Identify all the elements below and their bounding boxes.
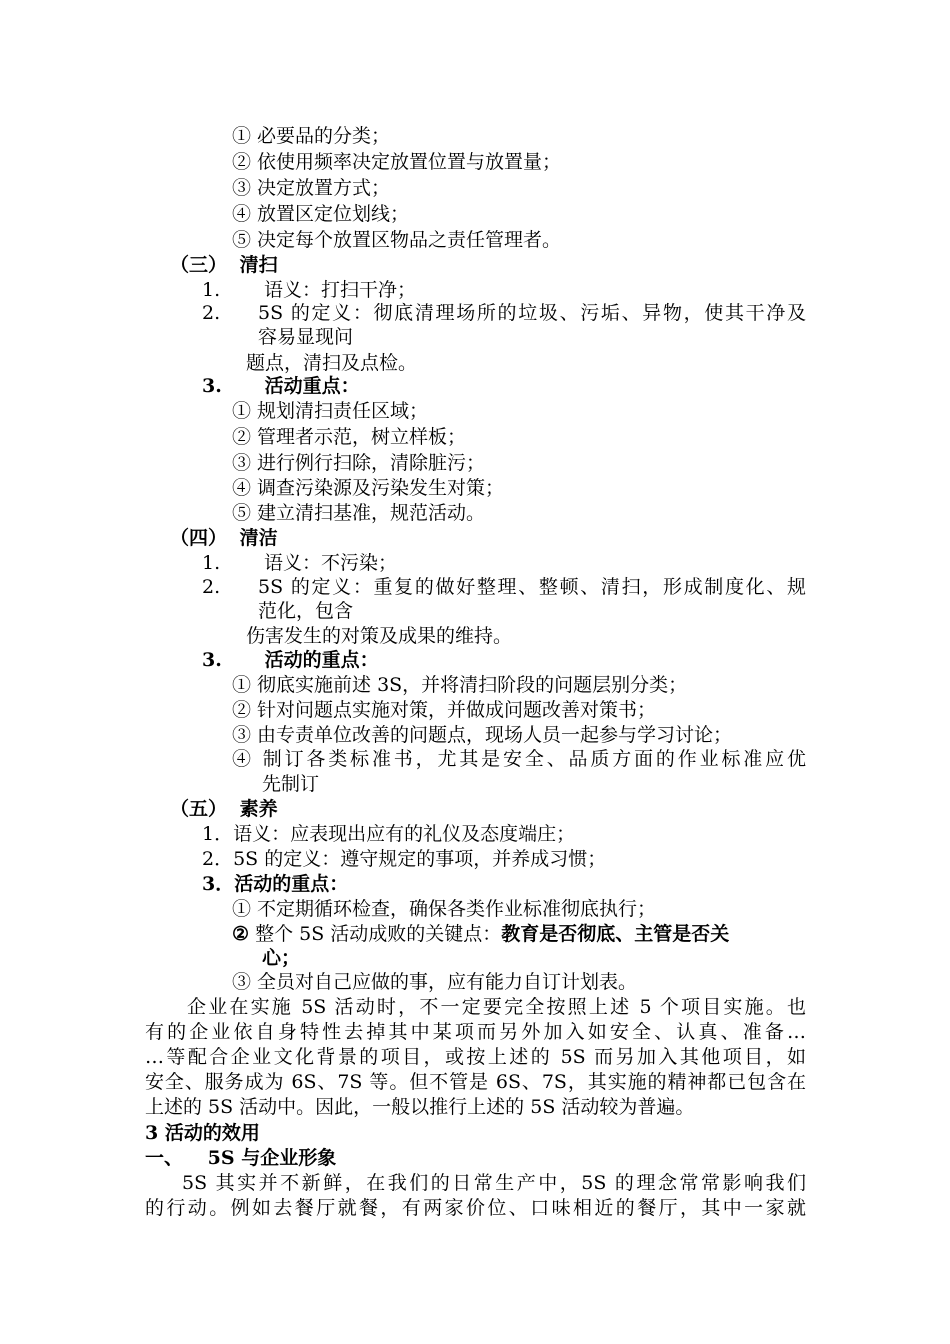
sec3-item-3-text: 活动重点：: [264, 375, 360, 397]
sec5-point-2-normal: 整个 5S 活动成败的关键点：: [249, 923, 502, 945]
sec5-point-2-bold: 教育是否彻底、主管是否关: [501, 923, 730, 945]
sec3-point-4: ④ 调查污染源及污染发生对策；: [232, 477, 505, 499]
summary-line-4: 安全、服务成为 6S、7S 等。但不管是 6S、7S，其实施的精神都已包含在: [145, 1071, 806, 1093]
sec3-point-2: ② 管理者示范，树立样板；: [232, 426, 467, 448]
sec4-heading-num: （四）: [170, 527, 228, 549]
summary-line-1: 企业在实施 5S 活动时，不一定要完全按照上述 5 个项目实施。也: [187, 996, 806, 1018]
sec5-point-1: ① 不定期循环检查，确保各类作业标准彻底执行；: [232, 898, 657, 920]
summary-line-3: …等配合企业文化背景的项目，或按上述的 5S 而另加入其他项目，如: [145, 1046, 806, 1068]
sec4-point-3: ③ 由专责单位改善的问题点，现场人员一起参与学习讨论；: [232, 724, 733, 746]
sec2-point-2: ② 依使用频率决定放置位置与放置量；: [232, 151, 562, 173]
sec5-point-2: [232, 921, 729, 947]
sec3-item-3: [202, 373, 360, 399]
sec3-heading-title: 清扫: [239, 254, 278, 276]
sec4-point-1: ① 彻底实施前述 3S，并将清扫阶段的问题层别分类；: [232, 674, 688, 696]
sec4-item-2-line-2: 范化，包含: [258, 600, 354, 622]
sec4-item-2-line-3: 伤害发生的对策及成果的维持。: [246, 625, 513, 647]
sec4-item-1-num: 1.: [202, 552, 221, 574]
sec5-point-3: ③ 全员对自己应做的事，应有能力自订计划表。: [232, 971, 638, 993]
sec5-item-1: 1．语义：应表现出应有的礼仪及态度端庄；: [202, 823, 576, 845]
sec4-heading: [170, 525, 278, 551]
sec3-point-1: ① 规划清扫责任区域；: [232, 400, 429, 422]
sec5-heading-title: 素养: [239, 798, 278, 820]
sec4-point-4-line-2: 先制订: [262, 773, 320, 795]
chapter-subheading: [145, 1145, 336, 1171]
chapter-title: 3 活动的效用: [145, 1122, 260, 1144]
sec4-item-3-text: 活动的重点：: [264, 649, 379, 671]
sec3-item-2-line-1: 5S 的定义：彻底清理场所的垃圾、污垢、异物，使其干净及: [258, 302, 806, 324]
sec3-point-3: ③ 进行例行扫除，清除脏污；: [232, 452, 486, 474]
sec3-item-2-line-2: 容易显现问: [258, 326, 354, 348]
chapter-subheading-title: 5S 与企业形象: [207, 1147, 337, 1169]
sec4-heading-title: 清洁: [239, 527, 278, 549]
sec4-item-1: [202, 550, 397, 576]
sec2-point-1: ① 必要品的分类；: [232, 125, 391, 147]
sec5-heading: [170, 796, 278, 822]
sec5-item-2: 2．5S 的定义：遵守规定的事项，并养成习惯；: [202, 848, 607, 870]
sec4-point-2: ② 针对问题点实施对策，并做成问题改善对策书；: [232, 699, 657, 721]
sec5-heading-num: （五）: [170, 798, 228, 820]
sec4-item-3-num: 3.: [202, 649, 222, 671]
sec4-item-2-line-1: 5S 的定义：重复的做好整理、整顿、清扫，形成制度化、规: [258, 576, 806, 598]
summary-line-5: 上述的 5S 活动中。因此，一般以推行上述的 5S 活动较为普遍。: [145, 1096, 695, 1118]
sec2-point-5: ⑤ 决定每个放置区物品之责任管理者。: [232, 229, 562, 251]
sec2-point-4: ④ 放置区定位划线；: [232, 203, 410, 225]
sec4-point-4-line-1: ④ 制订各类标准书，尤其是安全、品质方面的作业标准应优: [232, 748, 806, 770]
sec3-item-1-num: 1.: [202, 279, 221, 301]
chapter-subheading-num: 一、: [145, 1147, 184, 1169]
chapter-para-line-1: 5S 其实并不新鲜，在我们的日常生产中，5S 的理念常常影响我们: [182, 1172, 806, 1194]
sec3-item-3-num: 3.: [202, 375, 222, 397]
sec5-point-2-line-2: 心；: [262, 947, 301, 969]
sec3-heading-num: （三）: [170, 254, 228, 276]
sec4-item-1-text: 语义：不污染；: [264, 552, 398, 574]
sec4-item-3: [202, 647, 379, 673]
sec3-item-1-text: 语义：打扫干净；: [264, 279, 417, 301]
sec3-point-5: ⑤ 建立清扫基准，规范活动。: [232, 502, 486, 524]
sec3-heading: [170, 252, 278, 278]
summary-line-2: 有的企业依自身特性去掉其中某项而另外加入如安全、认真、准备…: [145, 1021, 806, 1043]
sec2-point-3: ③ 决定放置方式；: [232, 177, 391, 199]
sec3-item-2-line-3: 题点，清扫及点检。: [246, 352, 418, 374]
sec5-point-2-marker: ②: [232, 923, 250, 945]
chapter-para-line-2: 的行动。例如去餐厅就餐，有两家价位、口味相近的餐厅，其中一家就: [145, 1197, 806, 1219]
sec3-item-2-num: 2.: [202, 302, 221, 324]
sec5-item-3: 3．活动的重点：: [202, 873, 349, 895]
sec4-item-2-num: 2.: [202, 576, 221, 598]
